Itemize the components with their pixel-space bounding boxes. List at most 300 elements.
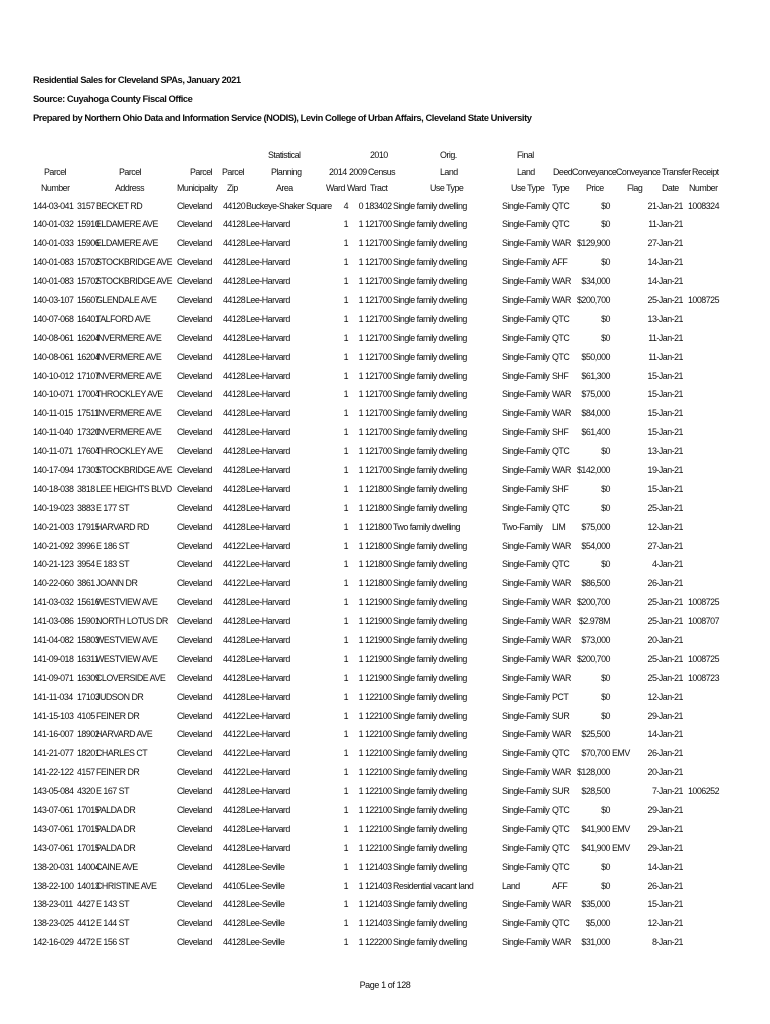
cell-conveyance-price: $0 — [601, 200, 610, 211]
cell-parcel-number: 140-17-094 — [33, 464, 74, 475]
cell-street: E 143 ST — [96, 899, 129, 910]
cell-receipt-number: 1008725 — [688, 597, 720, 608]
cell-ward-2009: 1 — [358, 521, 363, 532]
cell-zip: 44128 — [223, 653, 246, 664]
cell-municipality: Cleveland — [177, 899, 212, 910]
cell-ward-2014: 1 — [343, 597, 348, 608]
cell-conveyance-price: $0 — [601, 880, 610, 891]
col-header-ward-2009: Ward — [347, 183, 366, 193]
table-row — [33, 235, 733, 254]
cell-transfer-date: 12-Jan-21 — [647, 521, 683, 532]
cell-deed-type: SUR — [552, 786, 570, 797]
cell-ward-2014: 1 — [343, 578, 348, 589]
cell-census-tract: 121403 — [365, 880, 392, 891]
cell-census-tract: 121700 — [365, 238, 392, 249]
cell-street: CLOVERSIDE AVE — [96, 672, 166, 683]
cell-municipality: Cleveland — [177, 729, 212, 740]
cell-final-land-use: Single-Family — [502, 446, 550, 457]
cell-municipality: Cleveland — [177, 238, 212, 249]
cell-planning-area: Lee-Harvard — [246, 653, 290, 664]
cell-orig-land-use: Single family dwelling — [393, 238, 467, 249]
cell-street: CHARLES CT — [96, 748, 148, 759]
cell-parcel-number: 141-15-103 — [33, 710, 74, 721]
col-header-tract: Tract — [370, 183, 388, 193]
cell-zip: 44128 — [223, 634, 246, 645]
cell-street: FEINER DR — [96, 767, 140, 778]
cell-zip: 44105 — [223, 880, 246, 891]
cell-deed-type: WAR — [552, 578, 571, 589]
col-header-parcel-zip: Parcel — [222, 166, 245, 177]
cell-deed-type: QTC — [552, 823, 570, 834]
cell-zip: 44128 — [223, 446, 246, 457]
cell-ward-2009: 1 — [358, 786, 363, 797]
cell-ward-2014: 1 — [343, 351, 348, 362]
table-row — [33, 613, 733, 632]
cell-municipality: Cleveland — [177, 616, 212, 627]
cell-ward-2009: 1 — [358, 861, 363, 872]
cell-transfer-date: 19-Jan-21 — [647, 464, 683, 475]
cell-final-land-use: Single-Family — [502, 276, 550, 287]
cell-parcel-number: 143-07-061 — [33, 805, 74, 815]
cell-transfer-date: 14-Jan-21 — [647, 276, 683, 287]
cell-planning-area: Lee-Harvard — [246, 748, 290, 759]
cell-orig-land-use: Single family dwelling — [393, 634, 467, 645]
cell-zip: 44128 — [223, 937, 246, 948]
cell-final-land-use: Single-Family — [502, 257, 550, 268]
cell-zip: 44128 — [223, 691, 246, 702]
cell-ward-2014: 1 — [343, 559, 348, 570]
cell-census-tract: 121900 — [365, 634, 392, 645]
cell-ward-2009: 1 — [358, 559, 363, 570]
cell-street: ELDAMERE AVE — [96, 238, 158, 249]
cell-deed-type: QTC — [552, 219, 570, 230]
cell-orig-land-use: Single family dwelling — [393, 653, 467, 664]
cell-final-land-use: Single-Family — [502, 408, 550, 419]
cell-house-number: 17320 — [77, 427, 100, 438]
cell-final-land-use: Single-Family — [502, 313, 550, 324]
cell-planning-area: Lee-Harvard — [246, 294, 290, 305]
cell-final-land-use: Single-Family — [502, 578, 550, 589]
cell-deed-type: WAR — [552, 389, 571, 400]
cell-transfer-date: 25-Jan-21 — [647, 672, 683, 683]
cell-street: E 177 ST — [96, 502, 129, 513]
cell-parcel-number: 142-16-029 — [33, 937, 74, 948]
cell-ward-2009: 1 — [358, 880, 363, 891]
cell-ward-2014: 1 — [343, 294, 348, 305]
cell-ward-2014: 1 — [343, 634, 348, 645]
cell-orig-land-use: Single family dwelling — [393, 767, 467, 778]
cell-parcel-number: 143-05-084 — [33, 786, 74, 797]
cell-parcel-number: 140-11-040 — [33, 427, 73, 438]
cell-municipality: Cleveland — [177, 880, 212, 891]
cell-zip: 44128 — [223, 502, 246, 513]
cell-transfer-date: 20-Jan-21 — [647, 767, 683, 778]
cell-conveyance-price: $128,000 — [576, 767, 610, 778]
cell-census-tract: 121700 — [365, 408, 392, 419]
cell-census-tract: 121700 — [365, 370, 392, 381]
table-row — [33, 840, 733, 859]
cell-orig-land-use: Two family dwelling — [393, 521, 460, 532]
cell-census-tract: 121800 — [365, 540, 392, 551]
cell-final-land-use: Single-Family — [502, 729, 550, 740]
cell-planning-area: Lee-Harvard — [246, 578, 290, 589]
cell-planning-area: Lee-Harvard — [246, 370, 290, 381]
cell-conveyance-price: $200,700 — [576, 597, 610, 608]
cell-street: WESTVIEW AVE — [96, 597, 158, 608]
cell-parcel-number: 143-07-061 — [33, 842, 74, 853]
cell-planning-area: Lee-Harvard — [246, 616, 290, 627]
table-row — [33, 481, 733, 500]
cell-planning-area: Lee-Seville — [246, 899, 285, 910]
cell-parcel-number: 140-21-123 — [33, 559, 74, 570]
cell-conveyance-price: $0 — [601, 313, 610, 324]
cell-planning-area: Lee-Harvard — [246, 597, 290, 608]
cell-house-number: 18201 — [77, 748, 100, 759]
cell-final-land-use: Single-Family — [502, 294, 550, 305]
cell-conveyance-price: $5,000 — [585, 918, 610, 929]
cell-census-tract: 121700 — [365, 446, 392, 457]
cell-planning-area: Lee-Harvard — [246, 691, 290, 702]
col-header-planning: Planning — [271, 166, 302, 177]
cell-ward-2009: 1 — [358, 653, 363, 664]
cell-municipality: Cleveland — [177, 710, 212, 721]
cell-receipt-number: 1006252 — [688, 786, 720, 797]
cell-parcel-number: 141-04-082 — [33, 634, 74, 645]
cell-house-number: 3954 — [77, 559, 95, 570]
cell-conveyance-price: $0 — [601, 332, 610, 343]
cell-zip: 44122 — [223, 559, 246, 570]
cell-zip: 44128 — [223, 238, 246, 249]
cell-planning-area: Lee-Harvard — [246, 634, 290, 645]
cell-street: JOANN DR — [96, 578, 138, 589]
cell-conveyance-price: $0 — [601, 483, 610, 494]
cell-transfer-date: 27-Jan-21 — [647, 238, 683, 249]
cell-street: INVERMERE AVE — [96, 351, 162, 362]
table-row — [33, 745, 733, 764]
cell-transfer-date: 7-Jan-21 — [651, 786, 683, 797]
cell-ward-2014: 1 — [343, 219, 348, 230]
cell-municipality: Cleveland — [177, 370, 212, 381]
cell-zip: 44128 — [223, 370, 246, 381]
cell-orig-land-use: Single family dwelling — [393, 918, 467, 929]
cell-conveyance-price: $0 — [601, 672, 610, 683]
cell-census-tract: 121700 — [365, 219, 392, 230]
cell-final-land-use: Single-Family — [502, 219, 550, 230]
cell-transfer-date: 21-Jan-21 — [647, 200, 683, 211]
cell-house-number: 4105 — [77, 710, 95, 721]
cell-final-land-use: Single-Family — [502, 370, 550, 381]
cell-ward-2014: 1 — [343, 276, 348, 287]
cell-census-tract: 121900 — [365, 653, 392, 664]
cell-ward-2009: 1 — [358, 616, 363, 627]
cell-municipality: Cleveland — [177, 672, 212, 683]
table-row — [33, 632, 733, 651]
cell-conveyance-price: $70,700 — [581, 748, 610, 759]
cell-street: NORTH LOTUS DR — [96, 616, 168, 627]
cell-conveyance-price: $2.978M — [578, 616, 610, 627]
cell-final-land-use: Single-Family — [502, 559, 550, 570]
cell-house-number: 15616 — [77, 597, 100, 608]
cell-deed-type: WAR — [552, 540, 571, 551]
cell-conveyance-flag: EMV — [612, 823, 630, 834]
cell-final-land-use: Single-Family — [502, 502, 550, 513]
cell-planning-area: Lee-Harvard — [246, 219, 290, 230]
cell-deed-type: AFF — [552, 880, 568, 891]
cell-deed-type: WAR — [552, 616, 571, 627]
table-row — [33, 783, 733, 802]
cell-conveyance-price: $41,900 — [581, 842, 610, 853]
cell-street: TALFORD AVE — [96, 313, 151, 324]
cell-parcel-number: 140-18-038 — [33, 483, 74, 494]
cell-zip: 44128 — [223, 464, 246, 475]
cell-census-tract: 121700 — [365, 313, 392, 324]
cell-municipality: Cleveland — [177, 918, 212, 929]
cell-street: JUDSON DR — [96, 691, 144, 702]
cell-deed-type: QTC — [552, 446, 570, 457]
cell-orig-land-use: Single family dwelling — [393, 786, 467, 797]
cell-parcel-number: 140-11-015 — [33, 408, 73, 419]
cell-parcel-number: 141-09-018 — [33, 653, 74, 664]
cell-final-land-use: Single-Family — [502, 238, 550, 249]
cell-ward-2014: 1 — [343, 842, 348, 853]
header-row-3 — [33, 181, 733, 198]
cell-transfer-date: 29-Jan-21 — [647, 842, 683, 853]
cell-conveyance-price: $31,000 — [581, 937, 610, 948]
cell-ward-2014: 1 — [343, 408, 348, 419]
cell-zip: 44122 — [223, 767, 246, 778]
col-header-statistical: Statistical — [268, 150, 301, 160]
cell-municipality: Cleveland — [177, 634, 212, 645]
cell-parcel-number: 138-22-100 — [33, 880, 74, 891]
cell-final-land-use: Land — [502, 880, 520, 891]
cell-conveyance-price: $0 — [601, 691, 610, 702]
cell-planning-area: Lee-Harvard — [246, 446, 290, 457]
cell-census-tract: 122100 — [365, 710, 392, 721]
cell-transfer-date: 27-Jan-21 — [647, 540, 683, 551]
cell-planning-area: Lee-Harvard — [246, 408, 290, 419]
cell-transfer-date: 12-Jan-21 — [647, 691, 683, 702]
col-header-flag: Flag — [627, 183, 643, 193]
cell-ward-2014: 1 — [343, 427, 348, 438]
table-row — [33, 292, 733, 311]
cell-zip: 44122 — [223, 710, 246, 721]
cell-final-land-use: Single-Family — [502, 351, 550, 362]
cell-street: E 156 ST — [96, 937, 129, 948]
table-row — [33, 349, 733, 368]
cell-deed-type: SUR — [552, 710, 570, 721]
cell-final-land-use: Single-Family — [502, 672, 550, 683]
cell-ward-2014: 1 — [343, 786, 348, 797]
table-row — [33, 764, 733, 783]
cell-orig-land-use: Single family dwelling — [393, 200, 467, 211]
cell-parcel-number: 138-23-011 — [33, 899, 73, 910]
cell-street: E 167 ST — [96, 786, 129, 797]
cell-municipality: Cleveland — [177, 786, 212, 797]
cell-final-land-use: Single-Family — [502, 899, 550, 910]
cell-transfer-date: 25-Jan-21 — [647, 294, 683, 305]
table-body — [33, 198, 733, 954]
cell-final-land-use: Single-Family — [502, 691, 550, 702]
cell-municipality: Cleveland — [177, 219, 212, 230]
cell-final-land-use: Single-Family — [502, 823, 550, 834]
cell-parcel-number: 140-03-107 — [33, 294, 74, 305]
cell-municipality: Cleveland — [177, 276, 212, 287]
cell-ward-2009: 1 — [358, 597, 363, 608]
cell-transfer-date: 25-Jan-21 — [647, 502, 683, 513]
cell-municipality: Cleveland — [177, 597, 212, 608]
cell-street: INVERMERE AVE — [96, 370, 162, 381]
cell-conveyance-price: $75,000 — [581, 389, 610, 400]
table-row — [33, 443, 733, 462]
table-row — [33, 556, 733, 575]
cell-transfer-date: 29-Jan-21 — [647, 805, 683, 815]
cell-planning-area: Lee-Harvard — [246, 427, 290, 438]
cell-ward-2009: 1 — [358, 918, 363, 929]
cell-parcel-number: 144-03-041 — [33, 200, 74, 211]
cell-ward-2014: 1 — [343, 540, 348, 551]
cell-census-tract: 121800 — [365, 521, 392, 532]
col-header-type: Type — [552, 183, 570, 193]
cell-orig-land-use: Single family dwelling — [393, 257, 467, 268]
cell-ward-2014: 1 — [343, 691, 348, 702]
table-row — [33, 198, 733, 217]
cell-orig-land-use: Single family dwelling — [393, 276, 467, 287]
cell-orig-land-use: Single family dwelling — [393, 408, 467, 419]
cell-planning-area: Lee-Harvard — [246, 483, 290, 494]
cell-census-tract: 183402 — [365, 200, 392, 211]
cell-municipality: Cleveland — [177, 332, 212, 343]
cell-zip: 44128 — [223, 786, 246, 797]
cell-house-number: 15906 — [77, 238, 100, 249]
cell-final-land-use: Single-Family — [502, 842, 550, 853]
cell-street: HARVARD AVE — [96, 729, 153, 740]
cell-orig-land-use: Single family dwelling — [393, 578, 467, 589]
col-header-number: Number — [41, 183, 70, 193]
col-header-land-orig: Land — [440, 166, 458, 177]
cell-house-number: 16311 — [77, 653, 99, 664]
cell-house-number: 3818 — [77, 483, 95, 494]
col-header-price: Price — [586, 183, 604, 193]
table-row — [33, 594, 733, 613]
cell-conveyance-price: $34,000 — [581, 276, 610, 287]
cell-census-tract: 122100 — [365, 691, 392, 702]
cell-house-number: 15910 — [77, 219, 100, 230]
cell-final-land-use: Single-Family — [502, 710, 550, 721]
cell-transfer-date: 15-Jan-21 — [647, 427, 683, 438]
cell-final-land-use: Single-Family — [502, 464, 550, 475]
cell-receipt-number: 1008324 — [688, 200, 720, 211]
cell-final-land-use: Single-Family — [502, 200, 550, 211]
header-row-2 — [33, 165, 733, 182]
cell-conveyance-price: $61,400 — [581, 427, 610, 438]
cell-conveyance-price: $86,500 — [581, 578, 610, 589]
cell-receipt-number: 1008723 — [688, 672, 720, 683]
table-row — [33, 330, 733, 349]
table-row — [33, 405, 733, 424]
cell-municipality: Cleveland — [177, 351, 212, 362]
table-row — [33, 424, 733, 443]
cell-house-number: 3861 — [77, 578, 95, 589]
cell-transfer-date: 13-Jan-21 — [647, 313, 683, 324]
cell-conveyance-price: $0 — [601, 559, 610, 570]
cell-orig-land-use: Single family dwelling — [393, 446, 467, 457]
col-header-area: Area — [276, 183, 293, 193]
cell-house-number: 4472 — [77, 937, 95, 948]
cell-conveyance-price: $0 — [601, 805, 610, 815]
cell-final-land-use: Single-Family — [502, 805, 550, 815]
cell-street: STOCKBRIDGE AVE — [96, 257, 173, 268]
cell-ward-2009: 1 — [358, 748, 363, 759]
cell-orig-land-use: Single family dwelling — [393, 729, 467, 740]
cell-house-number: 15702 — [77, 276, 100, 287]
cell-parcel-number: 141-16-007 — [33, 729, 74, 740]
cell-ward-2009: 1 — [358, 332, 363, 343]
cell-final-land-use: Single-Family — [502, 389, 550, 400]
cell-street: E 186 ST — [96, 540, 129, 551]
cell-house-number: 16309 — [77, 672, 100, 683]
cell-orig-land-use: Single family dwelling — [393, 540, 467, 551]
cell-orig-land-use: Single family dwelling — [393, 464, 467, 475]
cell-conveyance-price: $54,000 — [581, 540, 610, 551]
cell-zip: 44128 — [223, 389, 246, 400]
cell-street: WESTVIEW AVE — [96, 634, 158, 645]
cell-ward-2014: 1 — [343, 861, 348, 872]
cell-final-land-use: Single-Family — [502, 937, 550, 948]
cell-street: ELDAMERE AVE — [96, 219, 158, 230]
cell-orig-land-use: Single family dwelling — [393, 672, 467, 683]
cell-municipality: Cleveland — [177, 446, 212, 457]
cell-planning-area: Lee-Harvard — [246, 672, 290, 683]
cell-street: INVERMERE AVE — [96, 408, 162, 419]
cell-transfer-date: 8-Jan-21 — [651, 937, 683, 948]
cell-deed-type: QTC — [552, 332, 570, 343]
cell-municipality: Cleveland — [177, 294, 212, 305]
cell-zip: 44128 — [223, 521, 246, 532]
cell-parcel-number: 140-10-071 — [33, 389, 74, 400]
cell-conveyance-price: $73,000 — [581, 634, 610, 645]
cell-transfer-date: 25-Jan-21 — [647, 616, 683, 627]
cell-house-number: 3996 — [77, 540, 95, 551]
cell-deed-type: WAR — [552, 899, 571, 910]
table-row — [33, 311, 733, 330]
cell-municipality: Cleveland — [177, 937, 212, 948]
cell-transfer-date: 14-Jan-21 — [647, 861, 683, 872]
cell-orig-land-use: Single family dwelling — [393, 502, 467, 513]
cell-planning-area: Lee-Harvard — [246, 313, 290, 324]
cell-deed-type: WAR — [552, 634, 571, 645]
cell-zip: 44128 — [223, 842, 246, 853]
cell-census-tract: 122100 — [365, 805, 392, 815]
cell-conveyance-price: $200,700 — [576, 294, 610, 305]
cell-ward-2014: 1 — [343, 805, 348, 815]
cell-census-tract: 121900 — [365, 616, 392, 627]
cell-ward-2009: 0 — [358, 200, 363, 211]
table-row — [33, 802, 733, 821]
cell-conveyance-price: $84,000 — [581, 408, 610, 419]
cell-deed-type: QTC — [552, 313, 570, 324]
cell-house-number: 17015 — [77, 842, 100, 853]
cell-ward-2009: 1 — [358, 899, 363, 910]
table-row — [33, 821, 733, 840]
sales-table — [33, 148, 733, 953]
cell-final-land-use: Single-Family — [502, 616, 550, 627]
cell-receipt-number: 1008725 — [688, 653, 720, 664]
cell-ward-2009: 1 — [358, 540, 363, 551]
cell-transfer-date: 13-Jan-21 — [647, 446, 683, 457]
cell-ward-2009: 1 — [358, 691, 363, 702]
cell-planning-area: Lee-Harvard — [246, 332, 290, 343]
cell-census-tract: 121700 — [365, 332, 392, 343]
